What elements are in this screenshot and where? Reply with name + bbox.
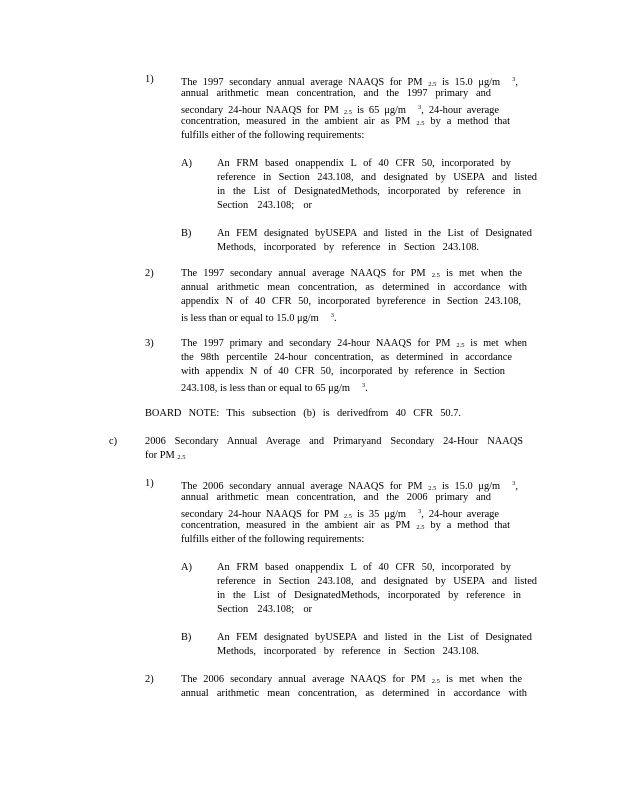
subitem-marker: B) bbox=[181, 632, 192, 643]
paragraph-line: reference in Section 243.108, and designated by USEPA and listed bbox=[217, 172, 537, 183]
paragraph-line: the 98th percentile 24-hour concentration, as determined in accordance bbox=[181, 352, 512, 363]
paragraph-line: An FEM designated byUSEPA and listed in the List of Designated bbox=[217, 632, 532, 643]
paragraph-line: annual arithmetic mean concentration, and the 1997 primary and bbox=[181, 88, 491, 99]
paragraph-line: An FRM based onappendix L of 40 CFR 50, incorporated by bbox=[217, 158, 511, 169]
paragraph-line: secondary 24-hour NAAQS for PM 2.5 is 35 μg/m $^3$, 24-hour average bbox=[181, 508, 499, 520]
paragraph-line: reference in Section 243.108, and designated by USEPA and listed bbox=[217, 576, 537, 587]
paragraph-line: Section 243.108; or bbox=[217, 604, 312, 615]
paragraph-line: An FRM based onappendix L of 40 CFR 50, incorporated by bbox=[217, 562, 511, 573]
section-heading: 2006 Secondary Annual Average and Primaryand Secondary 24-Hour NAAQS bbox=[145, 436, 523, 447]
paragraph-line: appendix N of 40 CFR 50, incorporated byreference in Section 243.108, bbox=[181, 296, 521, 307]
paragraph-line: secondary 24-hour NAAQS for PM 2.5 is 65 μg/m $^3$, 24-hour average bbox=[181, 104, 499, 116]
paragraph-line: fulfills either of the following requirements: bbox=[181, 534, 365, 545]
paragraph-line: The 2006 secondary annual average NAAQS for PM 2.5 is 15.0 μg/m $^3$, bbox=[181, 480, 518, 492]
paragraph-line: annual arithmetic mean concentration, as determined in accordance with bbox=[181, 688, 527, 699]
item-marker: 2) bbox=[145, 674, 154, 685]
paragraph-line: in the List of DesignatedMethods, incorporated by reference in bbox=[217, 186, 521, 197]
subitem-marker: B) bbox=[181, 228, 192, 239]
paragraph-line: is less than or equal to 15.0 μg/m $^3$. bbox=[181, 312, 337, 324]
paragraph-line: The 2006 secondary annual average NAAQS for PM 2.5 is met when the bbox=[181, 674, 522, 685]
item-marker: 3) bbox=[145, 338, 154, 349]
paragraph-line: annual arithmetic mean concentration, and the 2006 primary and bbox=[181, 492, 491, 503]
item-marker: 2) bbox=[145, 268, 154, 279]
section-heading: for PM 2.5 bbox=[145, 450, 186, 461]
section-marker: c) bbox=[109, 436, 118, 447]
item-marker: 1) bbox=[145, 478, 154, 489]
paragraph-line: An FEM designated byUSEPA and listed in the List of Designated bbox=[217, 228, 532, 239]
paragraph-line: with appendix N of 40 CFR 50, incorporated by reference in Section bbox=[181, 366, 505, 377]
item-marker: 1) bbox=[145, 74, 154, 85]
subitem-marker: A) bbox=[181, 562, 192, 573]
paragraph-line: Methods, incorporated by reference in Section 243.108. bbox=[217, 242, 479, 253]
paragraph-line: fulfills either of the following requirements: bbox=[181, 130, 365, 141]
paragraph-line: Section 243.108; or bbox=[217, 200, 312, 211]
paragraph-line: The 1997 primary and secondary 24-hour NAAQS for PM 2.5 is met when bbox=[181, 338, 528, 349]
board-note: BOARD NOTE: This subsection (b) is derivedfrom 40 CFR 50.7. bbox=[145, 408, 461, 419]
paragraph-line: 243.108, is less than or equal to 65 μg/m $^3$. bbox=[181, 382, 368, 394]
subitem-marker: A) bbox=[181, 158, 192, 169]
paragraph-line: The 1997 secondary annual average NAAQS for PM 2.5 is met when the bbox=[181, 268, 522, 279]
paragraph-line: concentration, measured in the ambient air as PM 2.5 by a method that bbox=[181, 520, 510, 531]
paragraph-line: concentration, measured in the ambient air as PM 2.5 by a method that bbox=[181, 116, 510, 127]
paragraph-line: in the List of DesignatedMethods, incorporated by reference in bbox=[217, 590, 521, 601]
paragraph-line: The 1997 secondary annual average NAAQS for PM 2.5 is 15.0 μg/m $^3$, bbox=[181, 76, 518, 88]
paragraph-line: Methods, incorporated by reference in Section 243.108. bbox=[217, 646, 479, 657]
paragraph-line: annual arithmetic mean concentration, as determined in accordance with bbox=[181, 282, 527, 293]
